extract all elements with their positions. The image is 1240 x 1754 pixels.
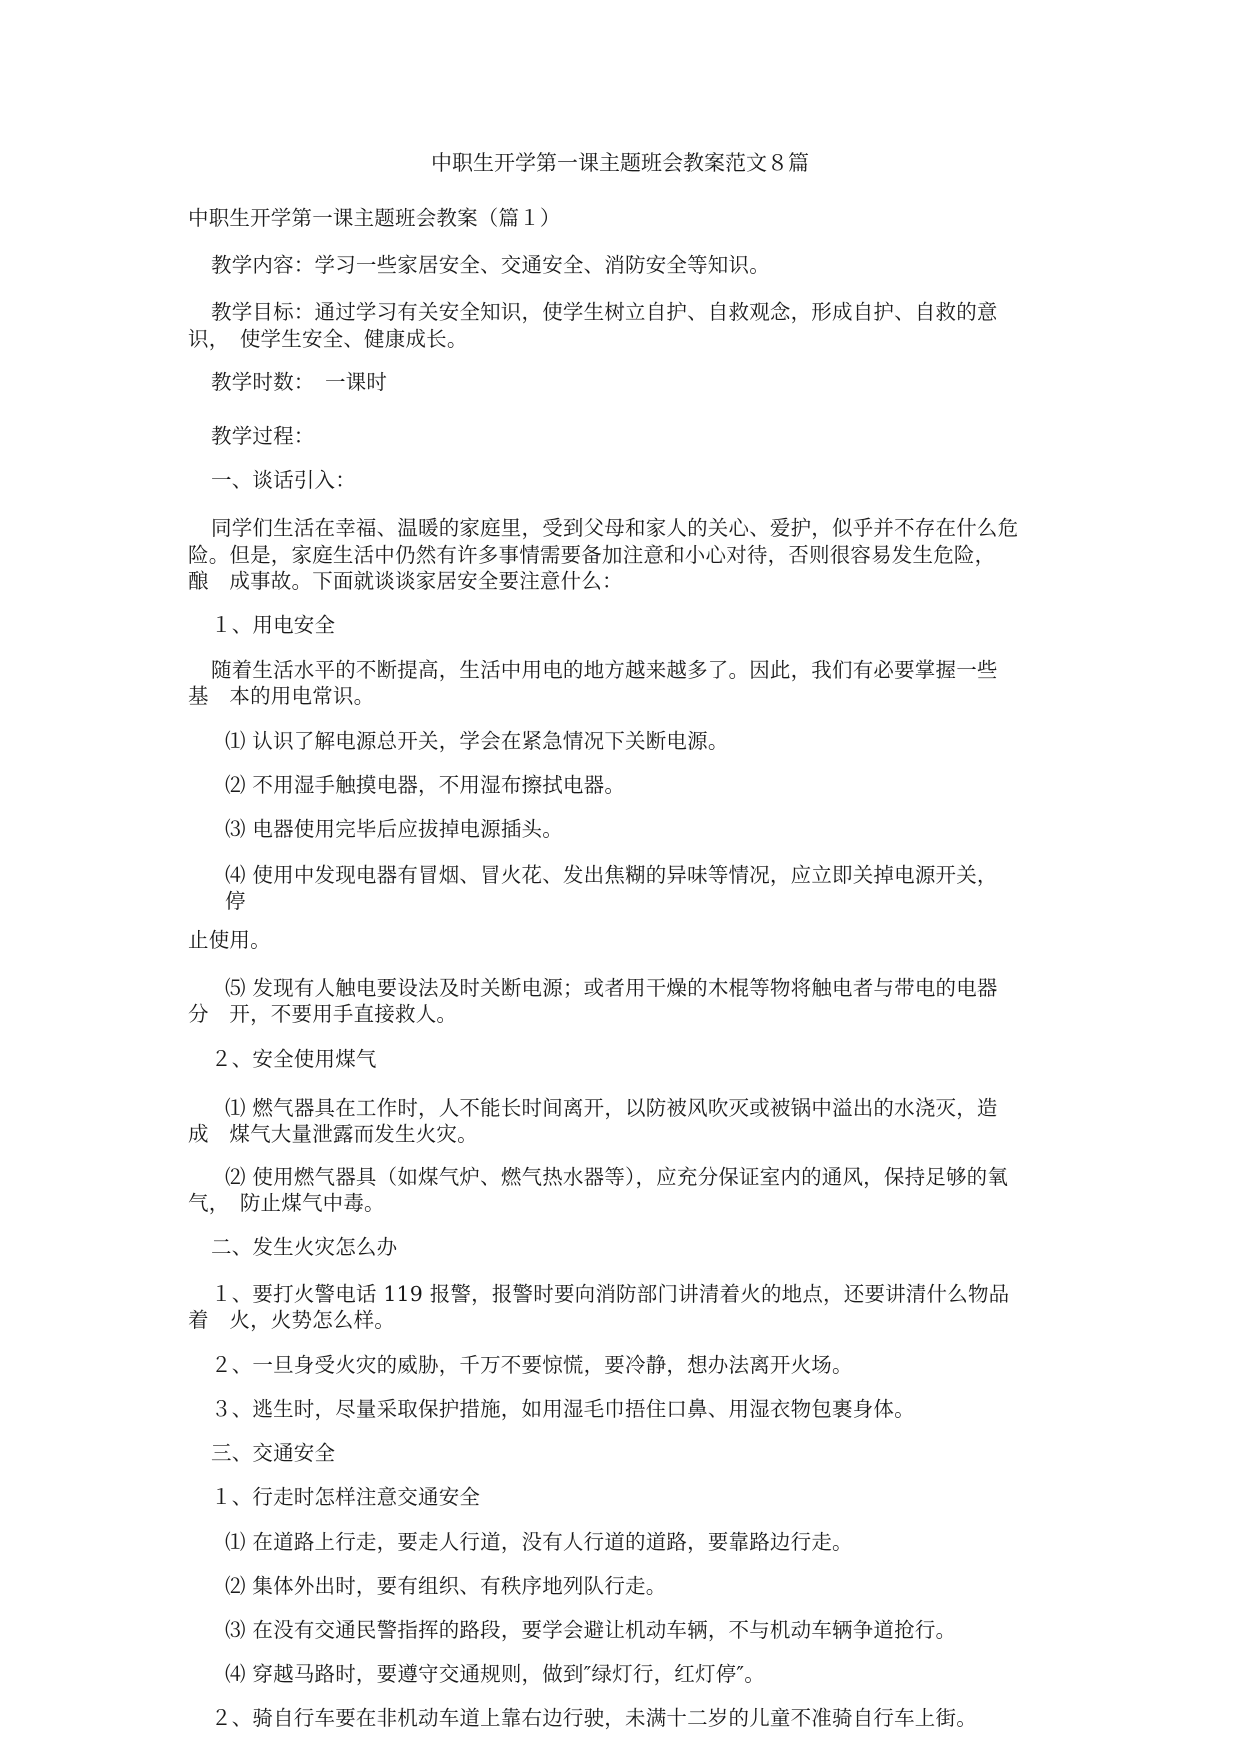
list-item: 停 (225, 889, 246, 913)
section-heading: 中职生开学第一课主题班会教案（篇１） (188, 206, 561, 230)
list-item: ⑶ 电器使用完毕后应拔掉电源插头。 (225, 817, 563, 841)
list-item: ⑵ 集体外出时，要有组织、有秩序地列队行走。 (225, 1574, 667, 1598)
section-heading: 一、谈话引入： (211, 468, 356, 492)
section-heading: １、行走时怎样注意交通安全 (211, 1485, 481, 1509)
list-item: 成 煤气大量泄露而发生火灾。 (188, 1122, 478, 1146)
list-item: ⑴ 认识了解电源总开关，学会在紧急情况下关断电源。 (225, 729, 729, 753)
paragraph-line: 识， 使学生安全、健康成长。 (188, 327, 468, 351)
document-title: 中职生开学第一课主题班会教案范文８篇 (431, 151, 809, 175)
paragraph-line: ３、逃生时，尽量采取保护措施，如用湿毛巾捂住口鼻、用湿衣物包裹身体。 (211, 1397, 915, 1421)
list-item: ⑷ 穿越马路时，要遵守交通规则，做到″绿灯行，红灯停″。 (225, 1662, 765, 1686)
paragraph-line: 教学过程： (211, 424, 315, 448)
paragraph-line: 随着生活水平的不断提高，生活中用电的地方越来越多了。因此，我们有必要掌握一些 (211, 658, 998, 682)
paragraph-line: 同学们生活在幸福、温暖的家庭里，受到父母和家人的关心、爱护，似乎并不存在什么危 (211, 516, 1019, 540)
list-item: ⑵ 不用湿手触摸电器，不用湿布擦拭电器。 (225, 773, 626, 797)
list-item: ⑴ 燃气器具在工作时，人不能长时间离开，以防被风吹灭或被锅中溢出的水浇灭，造 (225, 1096, 998, 1120)
paragraph-line: 着 火，火势怎么样。 (188, 1308, 395, 1332)
list-item: 分 开，不要用手直接救人。 (188, 1002, 458, 1026)
section-heading: ２、安全使用煤气 (211, 1047, 377, 1071)
list-item: ⑴ 在道路上行走，要走人行道，没有人行道的道路，要靠路边行走。 (225, 1530, 853, 1554)
list-item: ⑸ 发现有人触电要设法及时关断电源；或者用干燥的木棍等物将触电者与带电的电器 (225, 976, 998, 1000)
paragraph-line: 教学时数： 一课时 (211, 370, 388, 394)
paragraph-line: １、要打火警电话 119 报警，报警时要向消防部门讲清着火的地点，还要讲清什么物品 (211, 1282, 1010, 1306)
paragraph-line: 教学目标：通过学习有关安全知识，使学生树立自护、自救观念，形成自护、自救的意 (211, 300, 998, 324)
paragraph-line: ２、骑自行车要在非机动车道上靠右边行驶，未满十二岁的儿童不准骑自行车上街。 (211, 1706, 977, 1730)
list-item: 气， 防止煤气中毒。 (188, 1191, 385, 1215)
paragraph-line: 险。但是，家庭生活中仍然有许多事情需要备加注意和小心对待，否则很容易发生危险， (188, 543, 996, 567)
paragraph-line: 酿 成事故。下面就谈谈家居安全要注意什么： (188, 569, 623, 593)
section-heading: 二、发生火灾怎么办 (211, 1235, 398, 1259)
paragraph-line: 教学内容：学习一些家居安全、交通安全、消防安全等知识。 (211, 253, 770, 277)
list-item: ⑵ 使用燃气器具（如煤气炉、燃气热水器等），应充分保证室内的通风，保持足够的氧 (225, 1165, 1009, 1189)
list-item: ⑶ 在没有交通民警指挥的路段，要学会避让机动车辆，不与机动车辆争道抢行。 (225, 1618, 957, 1642)
list-item: ⑷ 使用中发现电器有冒烟、冒火花、发出焦糊的异味等情况，应立即关掉电源开关， (225, 863, 998, 887)
section-heading: 三、交通安全 (211, 1441, 336, 1465)
paragraph-line: 止使用。 (188, 928, 271, 952)
paragraph-line: ２、一旦身受火灾的威胁，千万不要惊慌，要冷静，想办法离开火场。 (211, 1353, 853, 1377)
paragraph-line: 基 本的用电常识。 (188, 684, 375, 708)
section-heading: １、用电安全 (211, 613, 336, 637)
